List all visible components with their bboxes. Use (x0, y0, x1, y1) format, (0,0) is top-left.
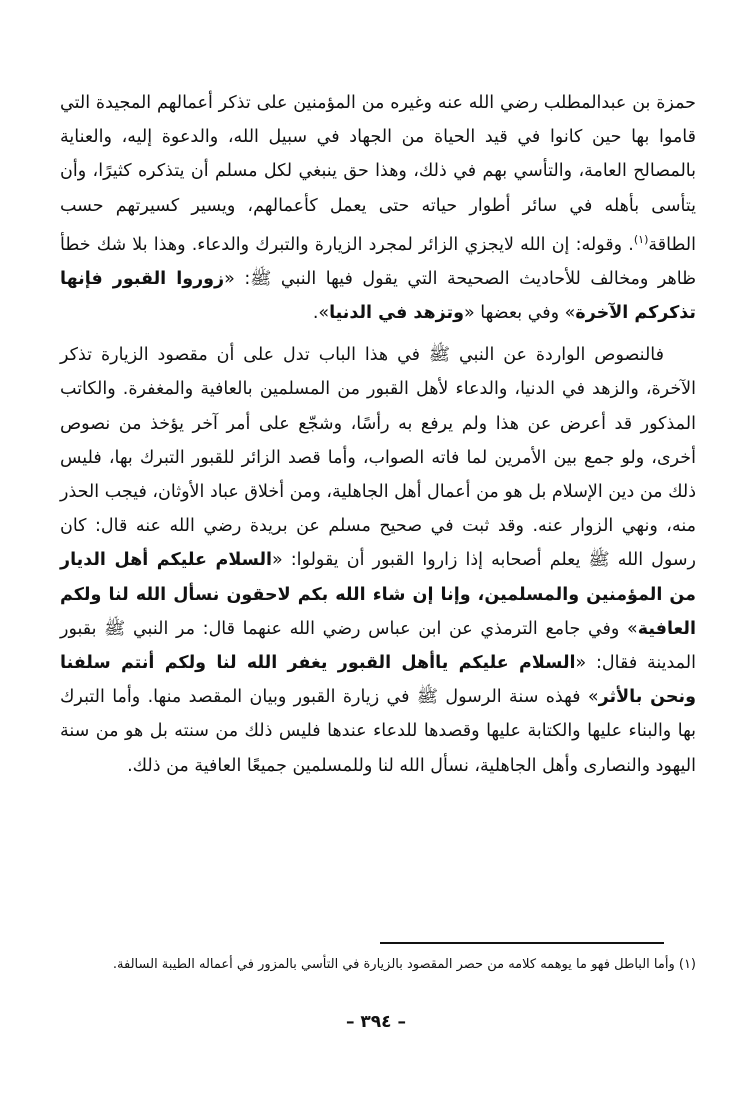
hadith-quote: السلام عليكم ياأهل القبور يغفر الله لنا ولكم أنتم سلفنا ونحن بالأثر (60, 653, 696, 708)
hadith-quote: السلام عليكم أهل الديار من المؤمنين والمسلمين، وإنا إن شاء الله بكم لاحقون نسأل الله لنا ولكم العافية (60, 550, 696, 639)
page-number: – ٣٩٤ – (346, 1012, 406, 1032)
page-body (60, 86, 696, 783)
text-run: » فهذه سنة الرسول ﷺ في زيارة القبور وبيان المقصد منها. وأما التبرك بها والبناء عليها والكتابة عليها وقصدها للدعاء عندها فليس ذلك من سنته بل هو من سنة اليهود والنصارى وأهل الجاهلية، نسأل الله لنا وللمسلمين جميعًا العافية من ذلك. (60, 687, 696, 776)
footnote: (١) وأما الباطل فهو ما يوهمه كلامه من حصر المقصود بالزيارة في التأسي بالمزور في أعماله الطيبة السالفة. (112, 957, 696, 972)
hadith-quote: وتزهد في الدنيا (329, 303, 464, 324)
paragraph-2 (60, 338, 696, 783)
text-run: ». (312, 303, 330, 324)
footnote-marker: (١) (633, 232, 649, 246)
text-run: . وقوله: إن الله لايجزي الزائر لمجرد الزيارة والتبرك والدعاء. وهذا بلا شك خطأ ظاهر ومخالف للأحاديث الصحيحة التي يقول فيها النبي ﷺ: « (60, 234, 696, 289)
footnote-separator (380, 942, 664, 944)
text-run: حمزة بن عبدالمطلب رضي الله عنه وغيره من المؤمنين على تذكر أعمالهم المجيدة التي قاموا بها حين كانوا في قيد الحياة من الجهاد في سبيل الله، والدعوة إليه، والعناية بالمصالح العامة، والتأسي بهم في ذلك، وهذا حق ينبغي لكل مسلم أن يتذكره كثيرًا، وأن يتأسى بأهله في سائر أطوار حياته حتى يعمل كأعمالهم، ويسير كسيرتهم حسب الطاقة (60, 93, 696, 255)
text-run: » وفي بعضها « (463, 303, 576, 324)
text-run: فالنصوص الواردة عن النبي ﷺ في هذا الباب تدل على أن مقصود الزيارة تذكر الآخرة، والزهد في الدنيا، والدعاء لأهل القبور من المسلمين بالعافية والمغفرة. والكاتب المذكور قد أعرض عن هذا ولم يرفع به رأسًا، وشجّع على أمر آخر يؤخذ من نصوص أخرى، ولو جمع بين الأمرين لما فاته الصواب، وأما قصد الزائر للقبور التبرك بها، فليس ذلك من دين الإسلام بل هو من أعمال أهل الجاهلية، ومن أخلاق عباد الأوثان، فيجب الحذر منه، ونهي الزوار عنه. وقد ثبت في صحيح مسلم عن بريدة رضي الله عنه قال: كان رسول الله ﷺ يعلم أصحابه إذا زاروا القبور أن يقولوا: « (60, 345, 697, 571)
paragraph-1 (60, 86, 696, 330)
hadith-quote: زوروا القبور فإنها تذكركم الآخرة (60, 268, 696, 324)
text-run: » وفي جامع الترمذي عن ابن عباس رضي الله عنهما قال: مر النبي ﷺ بقبور المدينة فقال: « (60, 618, 696, 674)
